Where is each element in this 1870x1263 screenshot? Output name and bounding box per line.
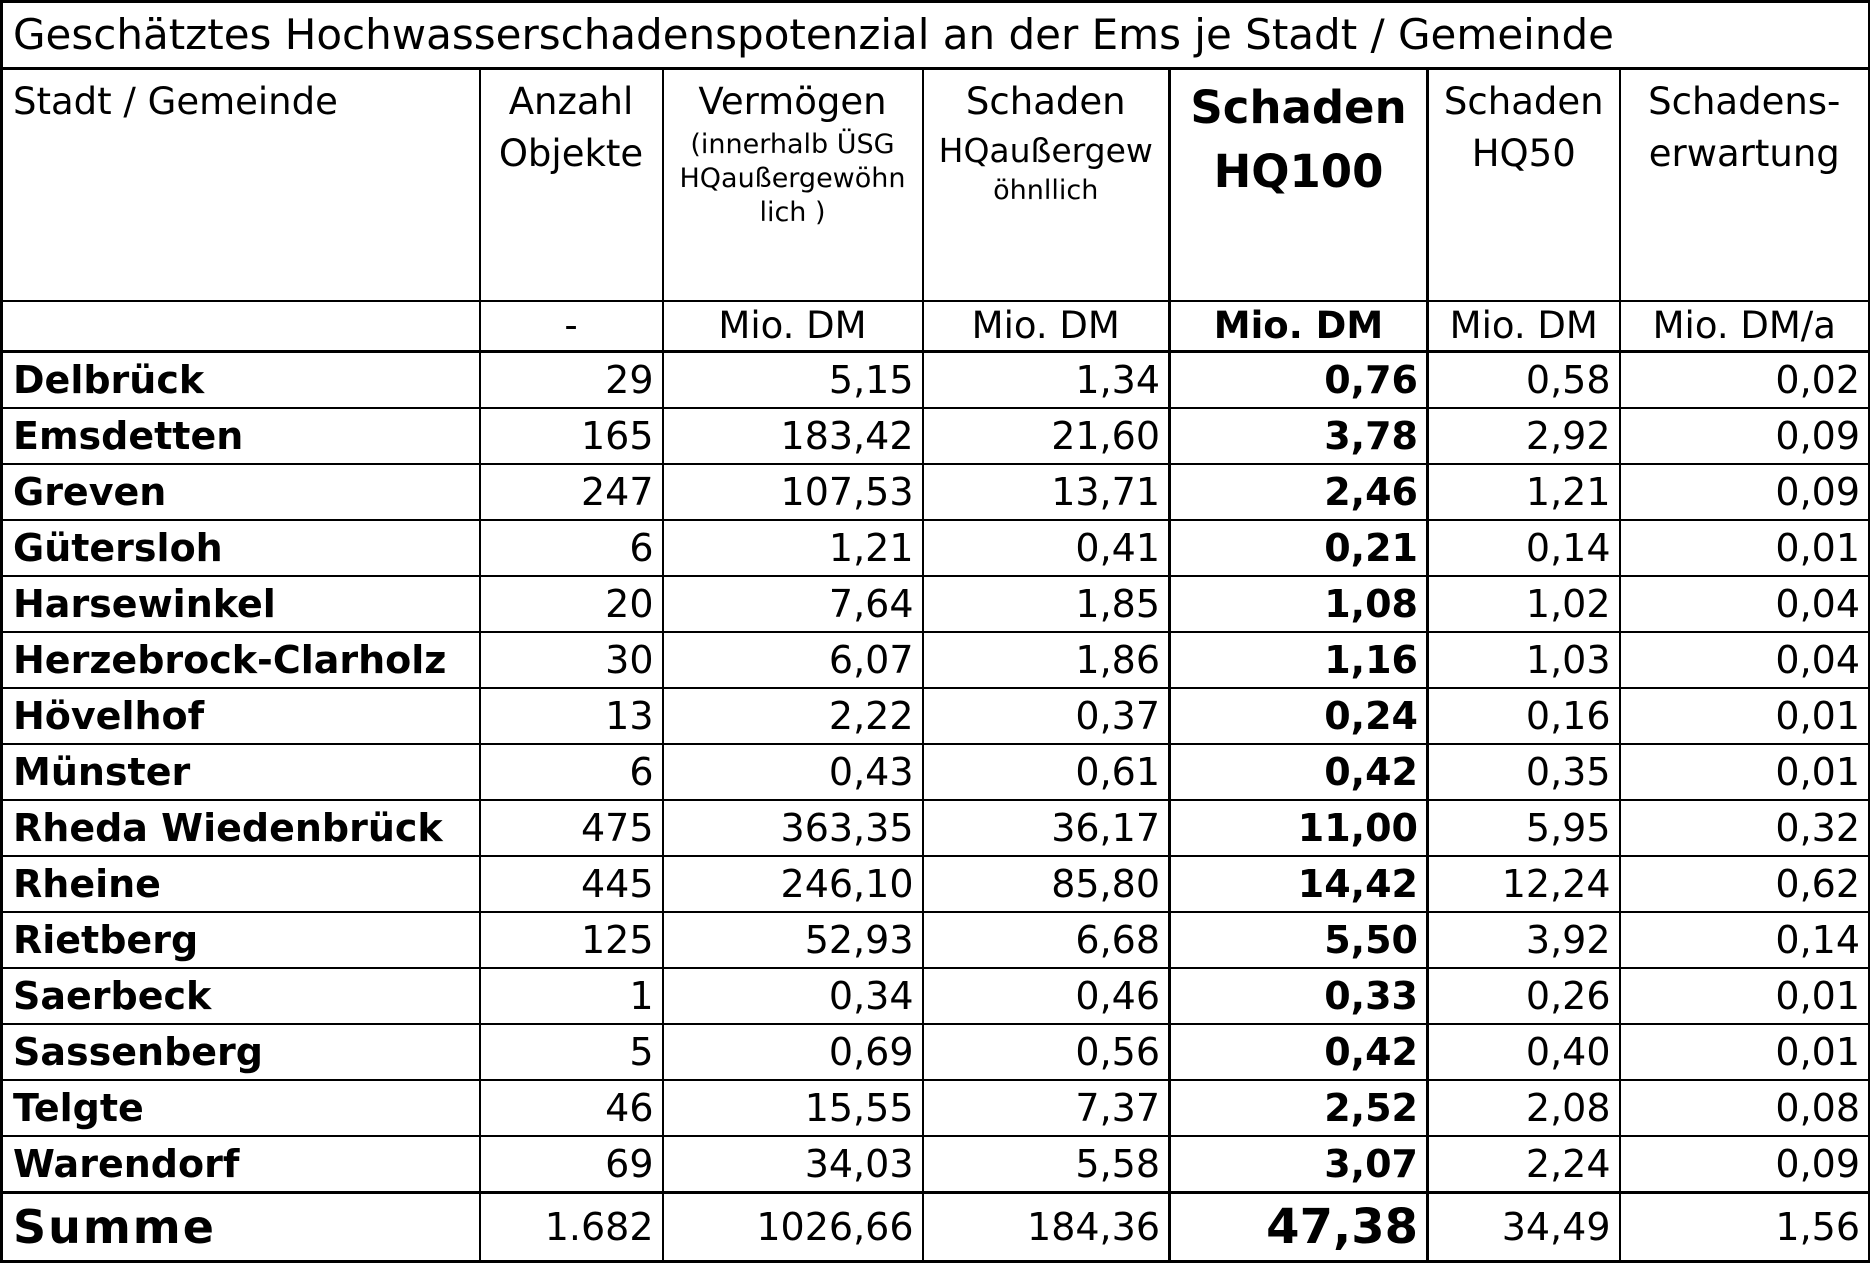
row-objekte: 46: [480, 1080, 663, 1136]
row-schaden-hq50: 0,14: [1428, 520, 1620, 576]
row-schaden-ag: 1,86: [923, 632, 1170, 688]
row-schaden-hq100: 2,46: [1170, 464, 1428, 520]
row-schaden-hq100: 0,42: [1170, 744, 1428, 800]
row-schaden-hq100: 0,21: [1170, 520, 1428, 576]
row-erwartung: 0,01: [1620, 1024, 1870, 1080]
row-vermoegen: 0,43: [663, 744, 923, 800]
row-schaden-hq50: 2,92: [1428, 408, 1620, 464]
row-objekte: 475: [480, 800, 663, 856]
row-schaden-ag: 21,60: [923, 408, 1170, 464]
total-row: [2, 1193, 1870, 1262]
header-row: [2, 69, 1870, 302]
row-objekte: 165: [480, 408, 663, 464]
unit-objekte: -: [480, 301, 663, 352]
row-vermoegen: 0,69: [663, 1024, 923, 1080]
row-schaden-ag: 36,17: [923, 800, 1170, 856]
row-erwartung: 0,01: [1620, 688, 1870, 744]
row-schaden-ag: 85,80: [923, 856, 1170, 912]
row-schaden-hq100: 3,07: [1170, 1136, 1428, 1193]
row-schaden-hq50: 5,95: [1428, 800, 1620, 856]
row-schaden-hq100: 11,00: [1170, 800, 1428, 856]
total-objekte: 1.682: [480, 1193, 663, 1262]
header-erwartung: Schadens- erwartung: [1620, 69, 1870, 302]
row-erwartung: 0,14: [1620, 912, 1870, 968]
row-name: Telgte: [2, 1080, 480, 1136]
row-objekte: 30: [480, 632, 663, 688]
row-objekte: 247: [480, 464, 663, 520]
row-vermoegen: 34,03: [663, 1136, 923, 1193]
row-schaden-ag: 0,56: [923, 1024, 1170, 1080]
row-schaden-hq100: 0,76: [1170, 352, 1428, 409]
row-erwartung: 0,01: [1620, 968, 1870, 1024]
table-row: [2, 576, 1870, 632]
table-row: [2, 800, 1870, 856]
row-vermoegen: 0,34: [663, 968, 923, 1024]
row-erwartung: 0,09: [1620, 408, 1870, 464]
row-schaden-hq100: 14,42: [1170, 856, 1428, 912]
row-objekte: 29: [480, 352, 663, 409]
total-schaden-hq50: 34,49: [1428, 1193, 1620, 1262]
table-row: [2, 408, 1870, 464]
row-objekte: 1: [480, 968, 663, 1024]
row-schaden-ag: 5,58: [923, 1136, 1170, 1193]
row-name: Münster: [2, 744, 480, 800]
row-vermoegen: 363,35: [663, 800, 923, 856]
row-erwartung: 0,32: [1620, 800, 1870, 856]
row-name: Delbrück: [2, 352, 480, 409]
row-objekte: 6: [480, 744, 663, 800]
unit-vermoegen: Mio. DM: [663, 301, 923, 352]
row-schaden-hq50: 0,35: [1428, 744, 1620, 800]
table-row: [2, 464, 1870, 520]
row-objekte: 445: [480, 856, 663, 912]
row-schaden-hq50: 12,24: [1428, 856, 1620, 912]
row-erwartung: 0,01: [1620, 744, 1870, 800]
table-row: [2, 632, 1870, 688]
row-schaden-hq50: 0,58: [1428, 352, 1620, 409]
header-schaden-ag: Schaden HQaußergew öhnllich: [923, 69, 1170, 302]
row-objekte: 5: [480, 1024, 663, 1080]
table-row: [2, 352, 1870, 409]
row-schaden-hq50: 1,21: [1428, 464, 1620, 520]
row-name: Rietberg: [2, 912, 480, 968]
row-schaden-hq100: 3,78: [1170, 408, 1428, 464]
row-erwartung: 0,09: [1620, 464, 1870, 520]
row-objekte: 69: [480, 1136, 663, 1193]
header-schaden-hq100: Schaden HQ100: [1170, 69, 1428, 302]
row-vermoegen: 52,93: [663, 912, 923, 968]
table-row: [2, 688, 1870, 744]
row-name: Sassenberg: [2, 1024, 480, 1080]
row-vermoegen: 1,21: [663, 520, 923, 576]
row-schaden-hq100: 0,33: [1170, 968, 1428, 1024]
table-title: Geschätztes Hochwasserschadenspotenzial an der Ems je Stadt / Gemeinde: [2, 2, 1870, 69]
row-schaden-ag: 0,41: [923, 520, 1170, 576]
row-erwartung: 0,02: [1620, 352, 1870, 409]
row-schaden-hq50: 0,16: [1428, 688, 1620, 744]
table-row: [2, 1024, 1870, 1080]
row-objekte: 125: [480, 912, 663, 968]
row-schaden-ag: 7,37: [923, 1080, 1170, 1136]
row-schaden-hq100: 1,16: [1170, 632, 1428, 688]
header-schaden-hq50: Schaden HQ50: [1428, 69, 1620, 302]
row-name: Hövelhof: [2, 688, 480, 744]
row-schaden-hq50: 0,40: [1428, 1024, 1620, 1080]
table-row: [2, 1080, 1870, 1136]
row-schaden-hq100: 0,42: [1170, 1024, 1428, 1080]
total-vermoegen: 1026,66: [663, 1193, 923, 1262]
unit-schaden-hq100: Mio. DM: [1170, 301, 1428, 352]
row-objekte: 20: [480, 576, 663, 632]
row-vermoegen: 15,55: [663, 1080, 923, 1136]
row-name: Rheine: [2, 856, 480, 912]
row-schaden-hq50: 2,24: [1428, 1136, 1620, 1193]
row-vermoegen: 5,15: [663, 352, 923, 409]
row-erwartung: 0,62: [1620, 856, 1870, 912]
row-schaden-hq50: 1,03: [1428, 632, 1620, 688]
row-name: Herzebrock-Clarholz: [2, 632, 480, 688]
row-schaden-hq50: 1,02: [1428, 576, 1620, 632]
table-row: [2, 744, 1870, 800]
row-schaden-hq50: 2,08: [1428, 1080, 1620, 1136]
row-vermoegen: 107,53: [663, 464, 923, 520]
row-schaden-ag: 6,68: [923, 912, 1170, 968]
row-name: Harsewinkel: [2, 576, 480, 632]
data-rows: [2, 352, 1870, 1193]
row-name: Rheda Wiedenbrück: [2, 800, 480, 856]
row-name: Greven: [2, 464, 480, 520]
row-objekte: 6: [480, 520, 663, 576]
row-schaden-hq100: 5,50: [1170, 912, 1428, 968]
row-objekte: 13: [480, 688, 663, 744]
total-schaden-hq100: 47,38: [1170, 1193, 1428, 1262]
row-erwartung: 0,04: [1620, 576, 1870, 632]
row-vermoegen: 6,07: [663, 632, 923, 688]
row-vermoegen: 246,10: [663, 856, 923, 912]
row-schaden-hq100: 2,52: [1170, 1080, 1428, 1136]
row-name: Warendorf: [2, 1136, 480, 1193]
row-name: Gütersloh: [2, 520, 480, 576]
row-schaden-hq50: 3,92: [1428, 912, 1620, 968]
row-erwartung: 0,09: [1620, 1136, 1870, 1193]
row-vermoegen: 7,64: [663, 576, 923, 632]
table-row: [2, 1136, 1870, 1193]
unit-erwartung: Mio. DM/a: [1620, 301, 1870, 352]
total-schaden-ag: 184,36: [923, 1193, 1170, 1262]
row-schaden-ag: 0,61: [923, 744, 1170, 800]
table-row: [2, 520, 1870, 576]
table-row: [2, 912, 1870, 968]
unit-row: [2, 301, 1870, 352]
header-objekte: Anzahl Objekte: [480, 69, 663, 302]
unit-schaden-hq50: Mio. DM: [1428, 301, 1620, 352]
header-vermoegen: Vermögen (innerhalb ÜSG HQaußergewöhn lich ): [663, 69, 923, 302]
row-erwartung: 0,01: [1620, 520, 1870, 576]
row-schaden-ag: 1,85: [923, 576, 1170, 632]
row-schaden-hq100: 1,08: [1170, 576, 1428, 632]
row-schaden-ag: 13,71: [923, 464, 1170, 520]
table-row: [2, 968, 1870, 1024]
row-erwartung: 0,04: [1620, 632, 1870, 688]
total-label: Summe: [2, 1193, 480, 1262]
header-name: Stadt / Gemeinde: [2, 69, 480, 302]
row-name: Saerbeck: [2, 968, 480, 1024]
row-name: Emsdetten: [2, 408, 480, 464]
row-schaden-ag: 0,46: [923, 968, 1170, 1024]
table-row: [2, 856, 1870, 912]
row-vermoegen: 2,22: [663, 688, 923, 744]
row-schaden-ag: 0,37: [923, 688, 1170, 744]
row-erwartung: 0,08: [1620, 1080, 1870, 1136]
row-schaden-hq100: 0,24: [1170, 688, 1428, 744]
unit-name: [2, 301, 480, 352]
row-schaden-ag: 1,34: [923, 352, 1170, 409]
total-erwartung: 1,56: [1620, 1193, 1870, 1262]
row-vermoegen: 183,42: [663, 408, 923, 464]
unit-schaden-ag: Mio. DM: [923, 301, 1170, 352]
row-schaden-hq50: 0,26: [1428, 968, 1620, 1024]
